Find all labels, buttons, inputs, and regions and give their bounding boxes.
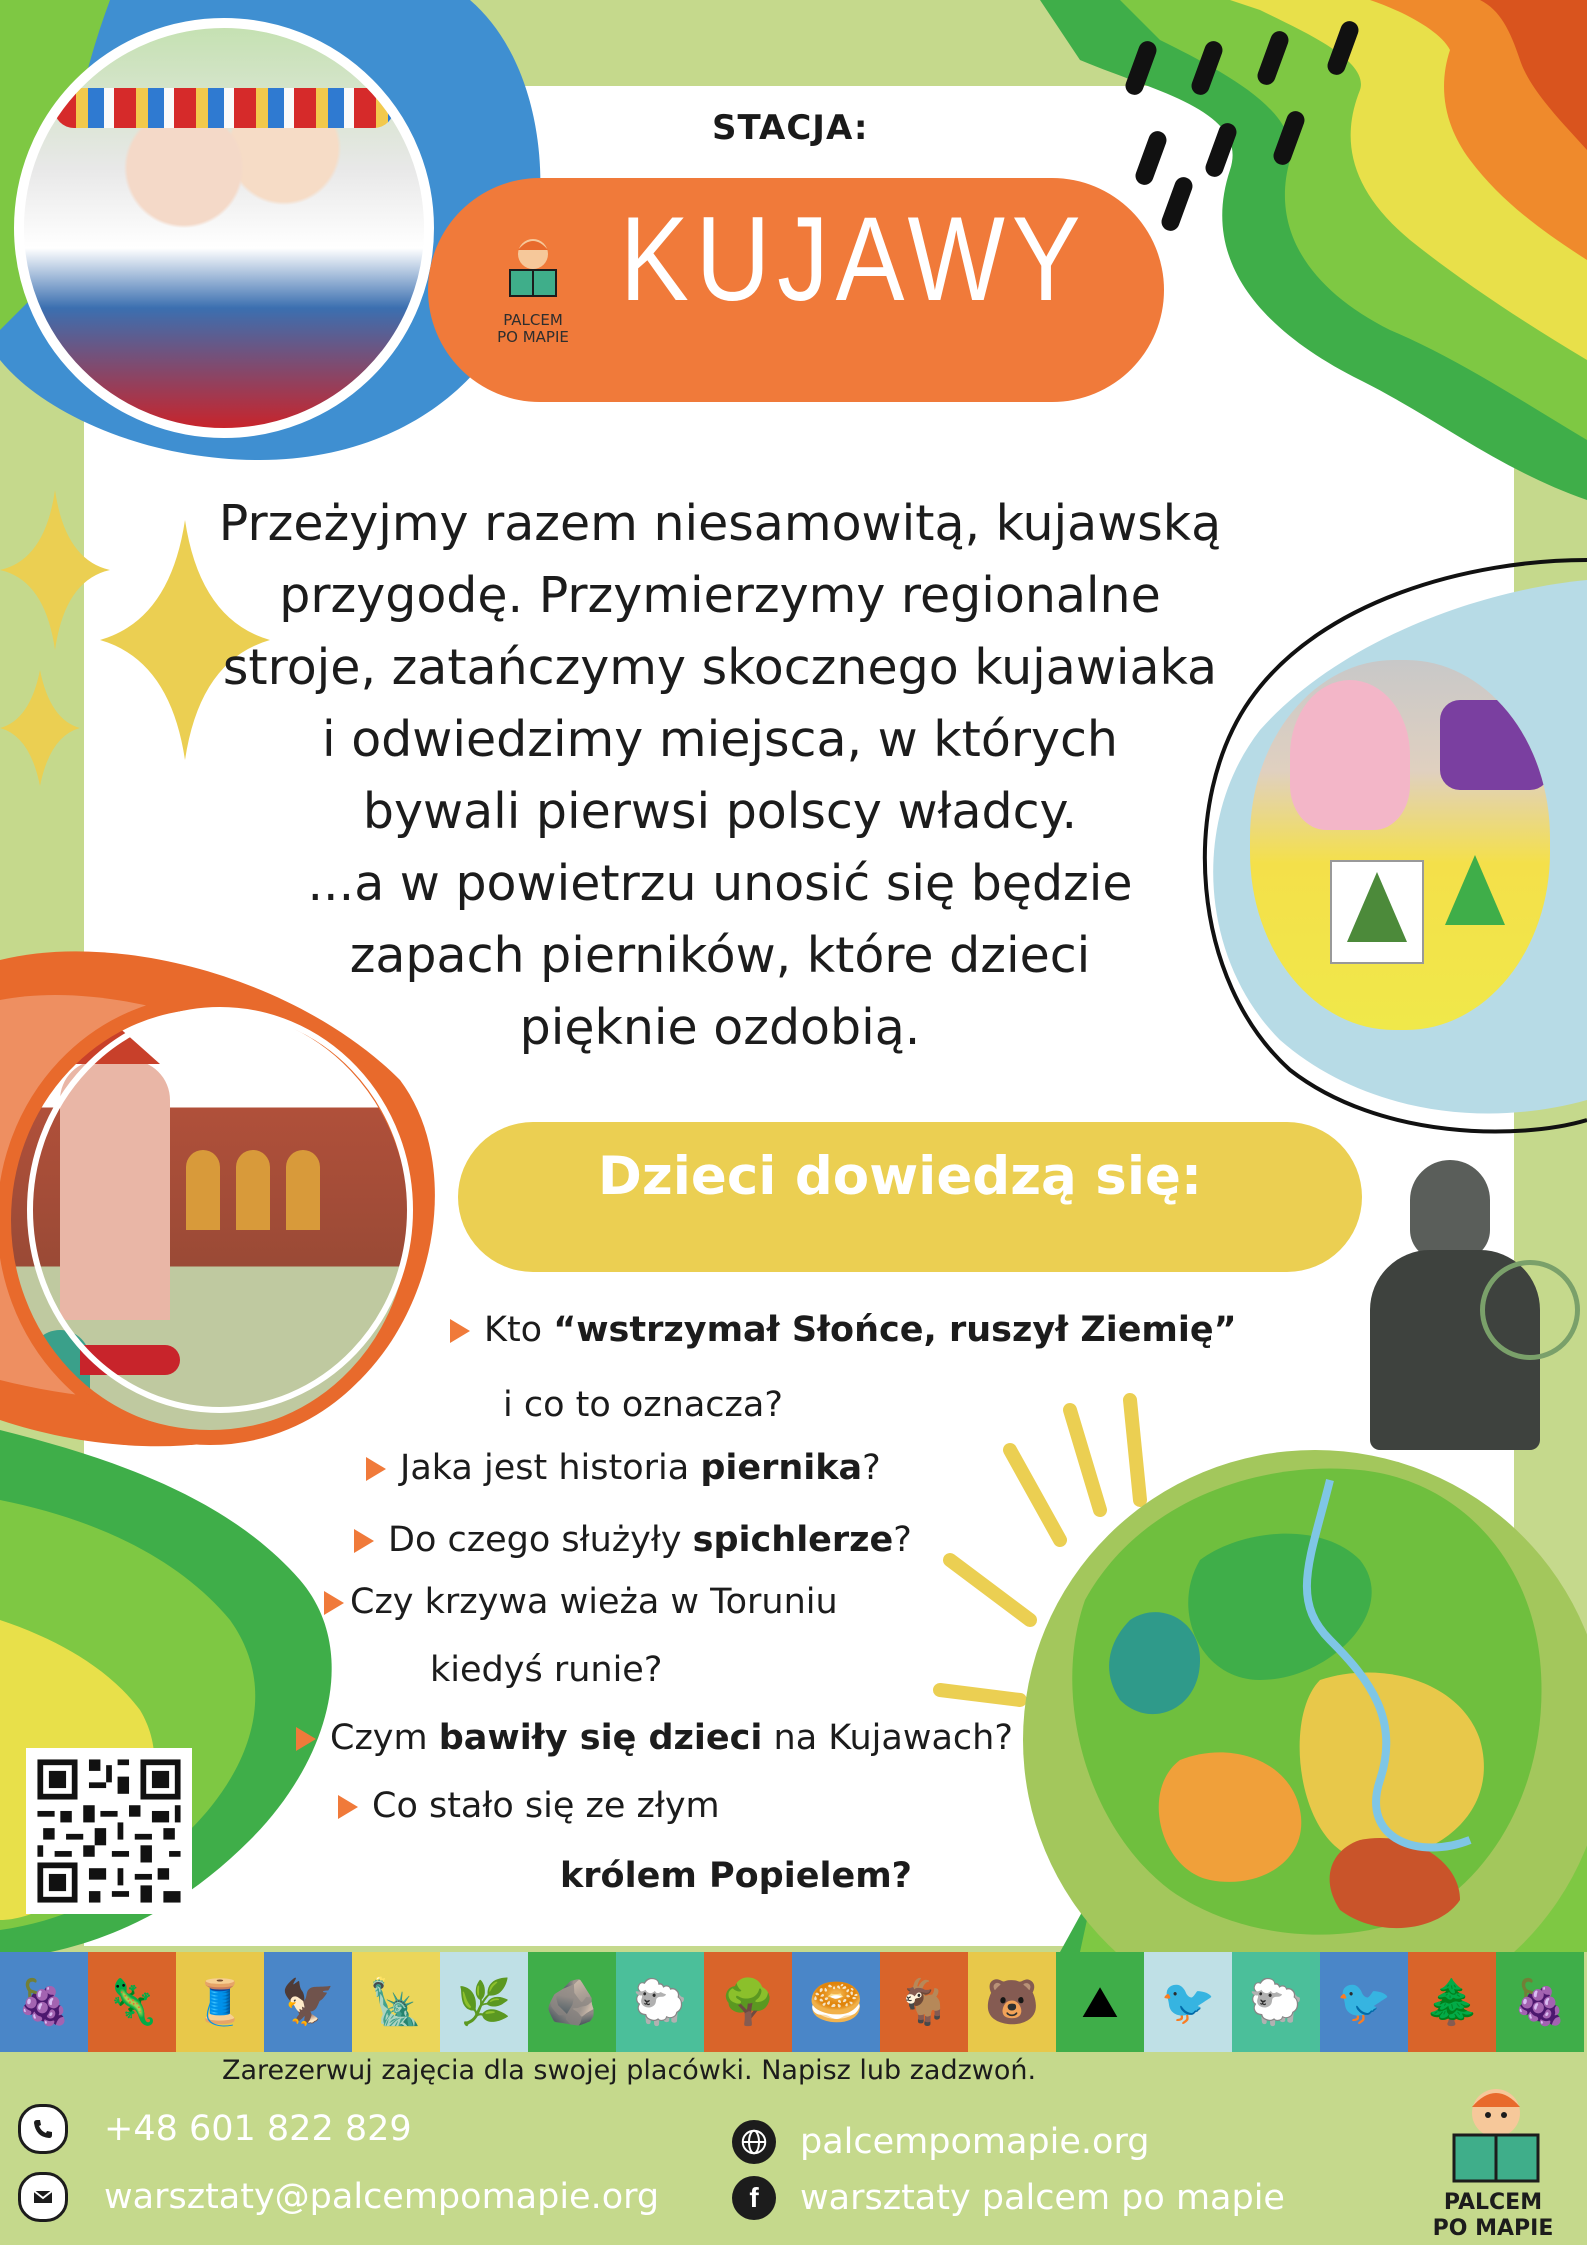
flower-wreath — [54, 88, 394, 128]
coal-icon: 🪨 — [528, 1952, 616, 2052]
globe-icon — [732, 2120, 776, 2164]
brand-small-line2: PO MAPIE — [497, 328, 569, 346]
question-text: na Kujawach? — [762, 1718, 1013, 1758]
question-1-line2: i co to oznacza? — [503, 1385, 783, 1425]
intro-line: przygodę. Przymierzymy regionalne — [279, 567, 1161, 624]
intro-line: ...a w powietrzu unosić się będzie — [307, 855, 1133, 912]
orange-ring — [0, 990, 440, 1450]
intro-line: stroje, zatańczymy skocznego kujawiaka — [222, 639, 1218, 696]
question-bold: królem Popielem? — [560, 1856, 912, 1896]
kid-reading-icon — [498, 232, 568, 302]
mermaid-statue-icon: 🗽 — [352, 1952, 440, 2052]
intro-line: i odwiedzimy miejsca, w których — [322, 711, 1118, 768]
tree-icon: 🌳 — [704, 1952, 792, 2052]
question-text: Czym — [330, 1718, 439, 1758]
question-bold: piernika — [700, 1448, 863, 1488]
brand-large-line2: PO MAPIE — [1432, 2216, 1554, 2241]
brand-logo-large — [1436, 2075, 1556, 2185]
brand-small-line1: PALCEM — [503, 311, 563, 329]
qr-code-icon — [26, 1748, 192, 1914]
seagull-icon: 🐦 — [1144, 1952, 1232, 2052]
bullet-triangle-icon — [324, 1591, 344, 1615]
goats-icon: 🐐 — [880, 1952, 968, 2052]
question-text: Co stało się ze złym — [372, 1786, 720, 1826]
website-url[interactable]: palcempomapie.org — [800, 2122, 1150, 2162]
question-4-line2: kiedyś runie? — [430, 1650, 663, 1690]
sheep-icon: 🐑 — [616, 1952, 704, 2052]
facebook-contact[interactable] — [732, 2176, 1285, 2220]
brand-name-large — [1428, 2190, 1558, 2242]
learn-title: Dzieci dowiedzą się: — [597, 1146, 1203, 1207]
question-4 — [324, 1582, 838, 1622]
star-3 — [0, 670, 80, 786]
tree-card-2 — [1435, 845, 1515, 935]
page-title: KUJAWY — [620, 192, 1088, 326]
child-crafts-photo — [1250, 660, 1550, 1030]
sheep-icon: 🐑 — [1232, 1952, 1320, 2052]
bullet-triangle-icon — [366, 1457, 386, 1481]
bullet-triangle-icon — [354, 1529, 374, 1553]
intro-paragraph — [160, 488, 1280, 1064]
armillary-sphere — [1480, 1260, 1580, 1360]
facebook-page[interactable]: warsztaty palcem po mapie — [800, 2178, 1285, 2218]
bullet-triangle-icon — [450, 1319, 470, 1343]
kid-reading-icon — [1436, 2075, 1556, 2185]
child-figure — [1290, 680, 1410, 830]
station-label: STACJA: — [712, 108, 869, 148]
salamander-icon: 🦎 — [88, 1952, 176, 2052]
question-bold: “wstrzymał Słońce, ruszył Ziemię” — [553, 1310, 1237, 1350]
intro-line: zapach pierników, które dzieci — [349, 927, 1091, 984]
question-6 — [338, 1786, 720, 1826]
eagle-icon: 🦅 — [264, 1952, 352, 2052]
grapes-icon: 🍇 — [0, 1952, 88, 2052]
grapes-icon: 🍇 — [1496, 1952, 1584, 2052]
intro-line: bywali pierwsi polscy władcy. — [362, 783, 1078, 840]
copernicus-statue — [1350, 1150, 1580, 1450]
question-3 — [354, 1520, 912, 1560]
purple-cushion — [1440, 700, 1550, 790]
qr-code[interactable] — [26, 1748, 192, 1914]
question-5 — [296, 1718, 1013, 1758]
phone-number[interactable]: +48 601 822 829 — [104, 2109, 412, 2149]
question-text: Jaka jest historia — [400, 1448, 701, 1488]
intro-line: Przeżyjmy razem niesamowitą, kujawską — [218, 495, 1222, 552]
grass-icon: 🌿 — [440, 1952, 528, 2052]
bird-icon: 🐦 — [1320, 1952, 1408, 2052]
brand-large-line1: PALCEM — [1443, 2190, 1543, 2215]
question-text: Czy krzywa wieża w Toruniu — [350, 1582, 838, 1622]
phone-contact[interactable] — [18, 2104, 412, 2154]
question-text: ? — [862, 1448, 881, 1488]
bullet-triangle-icon — [296, 1727, 316, 1751]
bear-icon: 🐻 — [968, 1952, 1056, 2052]
question-text: ? — [893, 1520, 912, 1560]
question-2 — [366, 1448, 881, 1488]
mountain-icon: ⛰ — [1056, 1952, 1144, 2052]
intro-line: pięknie ozdobią. — [519, 999, 921, 1056]
tree-card-1 — [1330, 860, 1424, 964]
tree-icon: 🌲 — [1408, 1952, 1496, 2052]
question-bold: spichlerze — [692, 1520, 894, 1560]
reserve-text: Zarezerwuj zajęcia dla swojej placówki. Napisz lub zadzwoń. — [222, 2055, 1037, 2086]
bagel-icon: 🥯 — [792, 1952, 880, 2052]
bullet-triangle-icon — [338, 1795, 358, 1819]
girls-photo — [14, 18, 434, 438]
phone-icon — [18, 2104, 68, 2154]
question-bold: bawiły się dzieci — [438, 1718, 763, 1758]
question-6-line2 — [560, 1856, 912, 1896]
icon-strip — [0, 1952, 1587, 2052]
email-address[interactable]: warsztaty@palcempomapie.org — [104, 2177, 660, 2217]
sewing-machine-icon: 🧵 — [176, 1952, 264, 2052]
website-contact[interactable] — [732, 2120, 1149, 2164]
question-1 — [450, 1310, 1237, 1350]
mail-icon — [18, 2172, 68, 2222]
statue-head — [1410, 1160, 1490, 1260]
email-contact[interactable] — [18, 2172, 659, 2222]
question-text: Kto — [484, 1310, 554, 1350]
brand-logo-small — [478, 232, 588, 362]
question-text: Do czego służyły — [388, 1520, 693, 1560]
facebook-icon: f — [732, 2176, 776, 2220]
